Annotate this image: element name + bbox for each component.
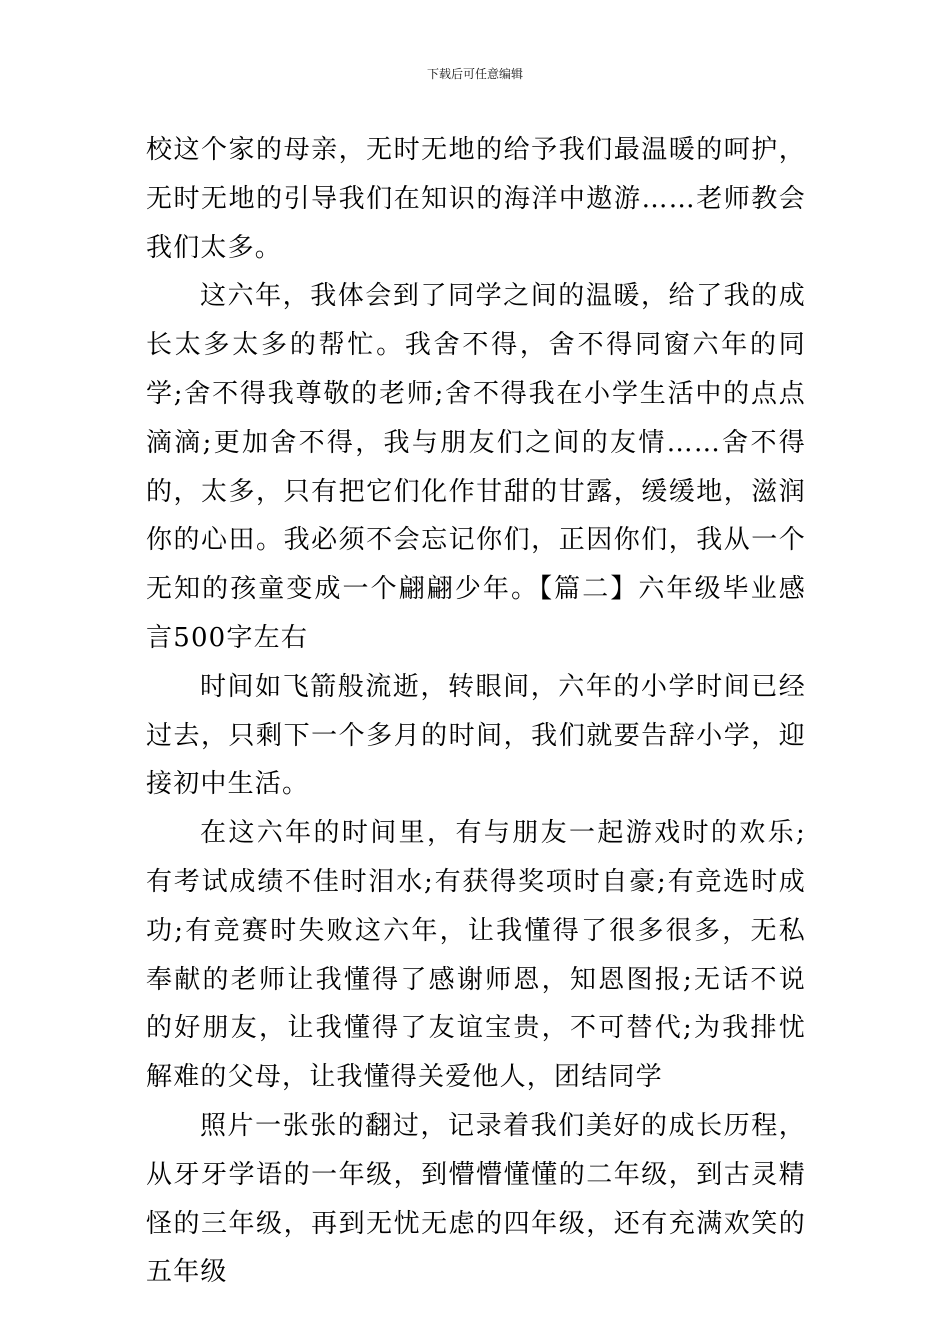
paragraph-continued: 校这个家的母亲，无时无地的给予我们最温暖的呵护，无时无地的引导我们在知识的海洋中遨游……老师教会我们太多。 (146, 135, 806, 263)
paragraph: 时间如飞箭般流逝，转眼间，六年的小学时间已经过去，只剩下一个多月的时间，我们就要告辞小学，迎接初中生活。 (146, 671, 806, 800)
paragraph: 在这六年的时间里，有与朋友一起游戏时的欢乐;有考试成绩不佳时泪水;有获得奖项时自豪;有竞选时成功;有竞赛时失败这六年，让我懂得了很多很多，无私奉献的老师让我懂得了感谢师恩，知恩图报;无话不说的好朋友，让我懂得了友谊宝贵，不可替代;为我排忧解难的父母，让我懂得关爱他人，团结同学 (146, 818, 806, 1093)
paragraph: 这六年，我体会到了同学之间的温暖，给了我的成长太多太多的帮忙。我舍不得，舍不得同窗六年的同学;舍不得我尊敬的老师;舍不得我在小学生活中的点点滴滴;更加舍不得，我与朋友们之间的友情……舍不得的，太多，只有把它们化作甘甜的甘露，缓缓地，滋润你的心田。我必须不会忘记你们，正因你们，我从一个无知的孩童变成一个翩翩少年。【篇二】六年级毕业感言500字左右 (146, 281, 806, 653)
page-header-caption: 下载后可任意编辑 (426, 67, 523, 81)
document-body (146, 126, 806, 1297)
paragraph: 照片一张张的翻过，记录着我们美好的成长历程，从牙牙学语的一年级，到懵懵懂懂的二年级，到古灵精怪的三年级，再到无忧无虑的四年级，还有充满欢笑的五年级 (146, 1110, 806, 1288)
